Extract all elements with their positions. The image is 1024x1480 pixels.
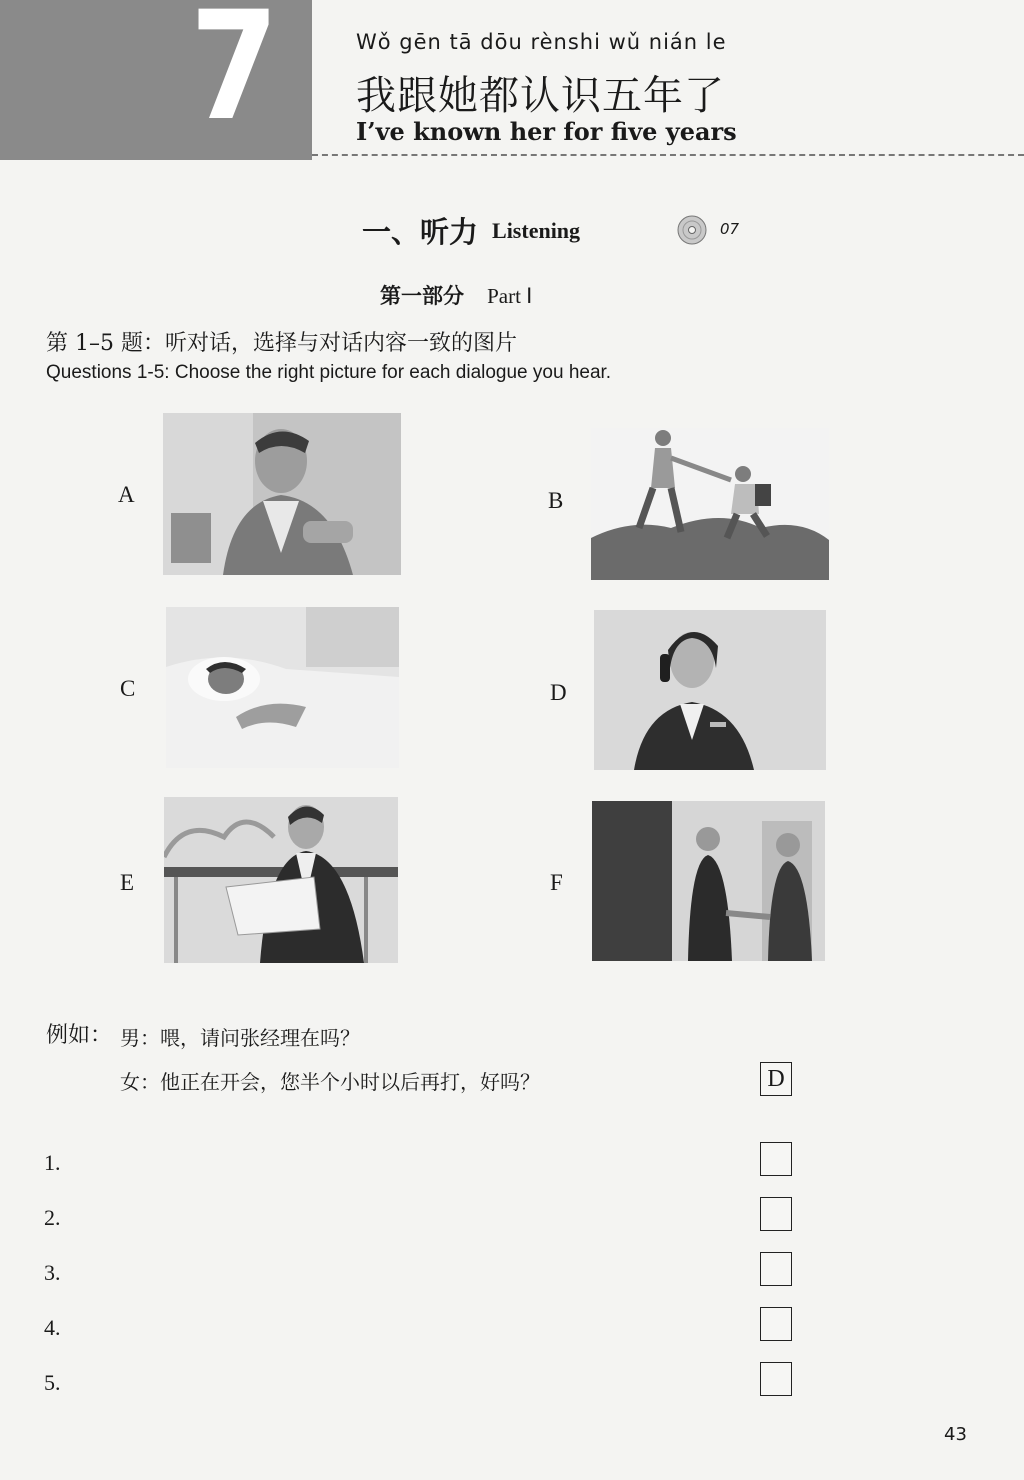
question-1-number: 1. bbox=[44, 1150, 61, 1175]
picture-letter-b: B bbox=[548, 488, 564, 513]
section-heading bbox=[362, 210, 580, 251]
example-dialogue-man: 男：喂，请问张经理在吗？ bbox=[120, 1026, 360, 1050]
instructions-english: Questions 1-5: Choose the right picture for each dialogue you hear. bbox=[46, 362, 612, 383]
example-answer-box bbox=[760, 1062, 792, 1096]
question-5-number: 5. bbox=[44, 1370, 61, 1395]
audio-track-number: 07 bbox=[720, 220, 740, 238]
picture-letter-e: E bbox=[120, 870, 135, 895]
question-3-answer-box[interactable] bbox=[760, 1252, 792, 1286]
question-3-number: 3. bbox=[44, 1260, 61, 1285]
picture-letter-c: C bbox=[120, 676, 136, 701]
picture-f-businessmen-handshake bbox=[592, 801, 825, 961]
lesson-title-english: I’ve known her for five years bbox=[356, 117, 737, 146]
picture-e-man-reading-paper bbox=[164, 797, 398, 963]
example-dialogue-woman: 女：他正在开会，您半个小时以后再打，好吗？ bbox=[120, 1070, 540, 1094]
question-2-answer-box[interactable] bbox=[760, 1197, 792, 1231]
lesson-number: 7 bbox=[190, 0, 279, 154]
section-title-chinese: 一、听力 bbox=[362, 215, 479, 249]
question-1-answer-box[interactable] bbox=[760, 1142, 792, 1176]
lesson-title-chinese: 我跟她都认识五年了 bbox=[356, 73, 725, 119]
question-5-answer-box[interactable] bbox=[760, 1362, 792, 1396]
question-4-number: 4. bbox=[44, 1315, 61, 1340]
picture-d-woman-on-phone bbox=[594, 610, 826, 770]
picture-letter-a: A bbox=[118, 482, 135, 507]
question-2-number: 2. bbox=[44, 1205, 61, 1230]
picture-a-man-checking-watch bbox=[163, 413, 401, 575]
picture-b-hikers-helping bbox=[591, 428, 829, 580]
lesson-title-pinyin: Wǒ gēn tā dōu rènshi wǔ nián le bbox=[356, 30, 727, 54]
picture-letter-f: F bbox=[550, 870, 563, 895]
part-heading bbox=[380, 280, 532, 310]
section-title-english: Listening bbox=[492, 217, 581, 243]
example-answer: D bbox=[767, 1066, 785, 1092]
part-title-english: Part Ⅰ bbox=[487, 284, 533, 308]
page-number: 43 bbox=[944, 1424, 967, 1445]
cd-icon[interactable] bbox=[676, 214, 708, 246]
part-title-chinese: 第一部分 bbox=[380, 283, 464, 308]
picture-letter-d: D bbox=[550, 680, 567, 705]
header-divider bbox=[312, 154, 1024, 156]
question-4-answer-box[interactable] bbox=[760, 1307, 792, 1341]
example-label: 例如： bbox=[46, 1023, 113, 1048]
instructions-chinese: 第 1–5 题：听对话，选择与对话内容一致的图片 bbox=[46, 331, 517, 356]
picture-c-person-sleeping bbox=[166, 607, 399, 768]
